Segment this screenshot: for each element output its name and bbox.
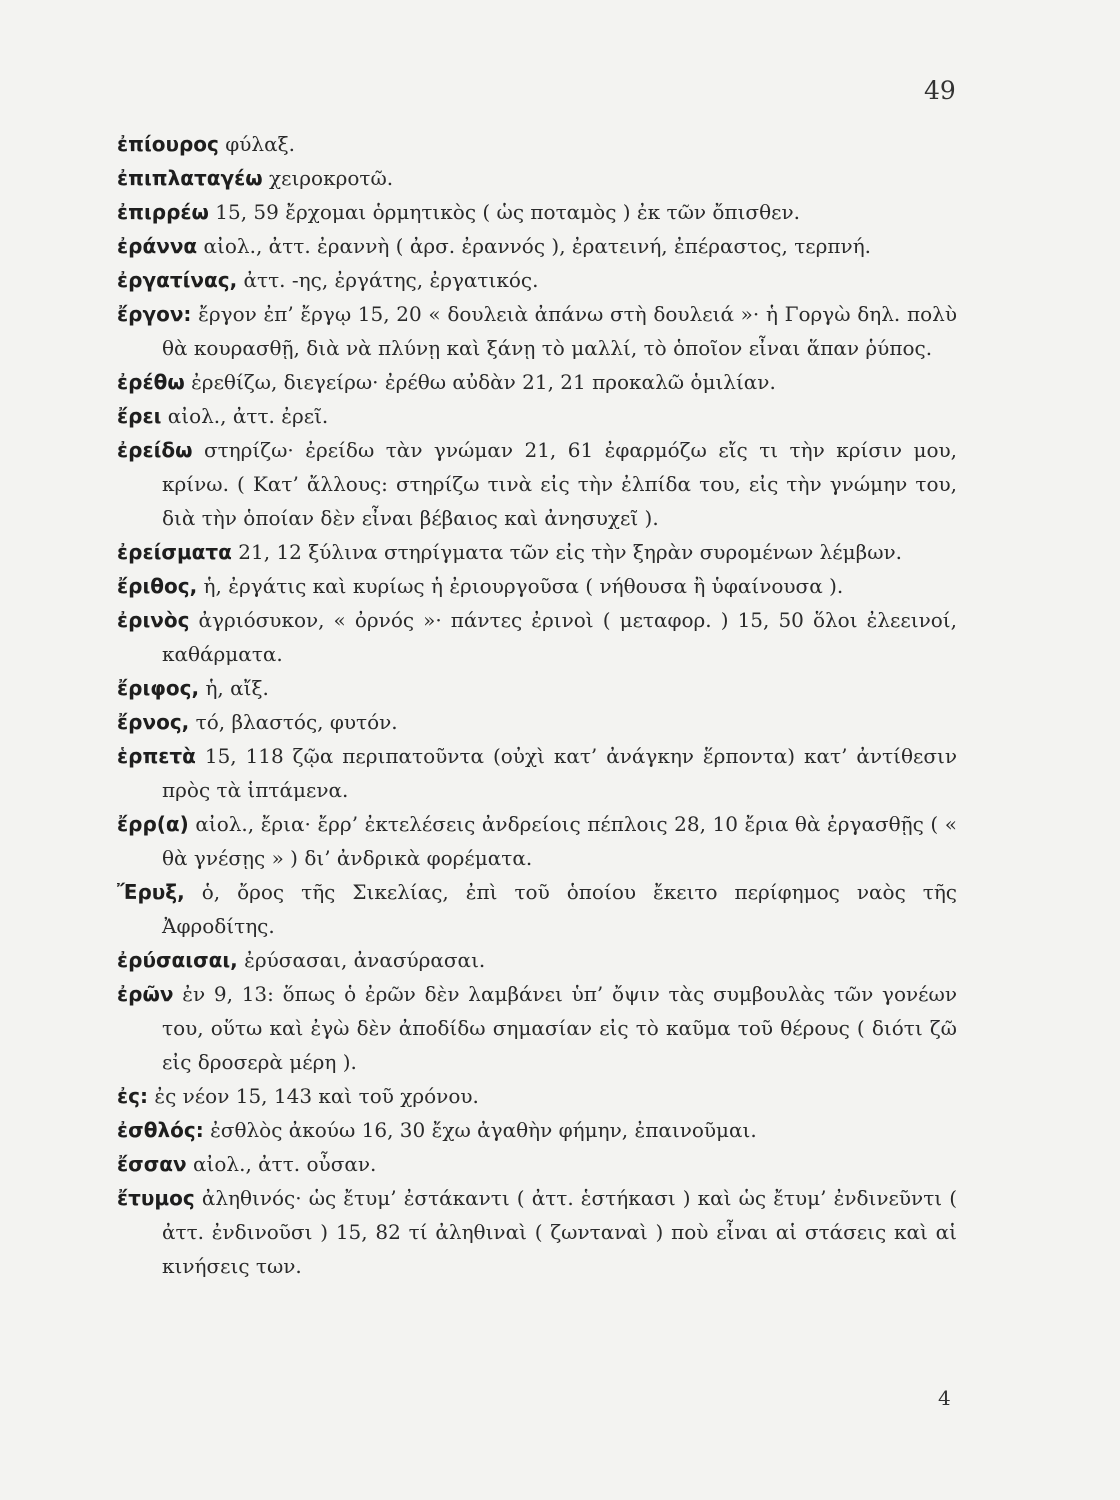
glossary-entry: [117, 1079, 957, 1113]
entry-definition: αἰολ., ἔρια· ἔρρ’ ἐκτελέσεις ἀνδρείοις πέπλοις 28, 10 ἔρια θὰ ἐργασθῇς ( « θὰ γνέσῃς » ) δι’ ἀνδρικὰ φορέματα.: [162, 812, 957, 870]
glossary-entry: [117, 433, 957, 535]
entry-definition: ἀληθινός· ὡς ἔτυμ’ ἐστάκαντι ( ἀττ. ἑστήκασι ) καὶ ὡς ἔτυμ’ ἐνδινεῦντι ( ἀττ. ἐνδινοῦσι ) 15, 82 τί ἀληθιναὶ ( ζωνταναὶ ) ποὺ εἶναι αἱ στάσεις καὶ αἱ κινήσεις των.: [162, 1186, 957, 1278]
entry-headword: ἐσθλός:: [117, 1118, 204, 1142]
entry-definition: φύλαξ.: [225, 132, 295, 156]
entry-headword: Ἔρυξ,: [117, 880, 185, 904]
glossary-entry: [117, 365, 957, 399]
entry-headword: ἐπιπλαταγέω: [117, 166, 263, 190]
entry-headword: ἐρινὸς: [117, 608, 190, 632]
entry-headword: ἔρνος,: [117, 710, 190, 734]
entry-headword: ἔτυμος: [117, 1186, 195, 1210]
entry-headword: ἐπιρρέω: [117, 200, 209, 224]
entry-headword: ἔρρ(α): [117, 812, 189, 836]
signature-mark: 4: [938, 1386, 951, 1410]
glossary-entry: [117, 569, 957, 603]
glossary-entry: [117, 943, 957, 977]
glossary-entry: [117, 977, 957, 1079]
entry-definition: ἔργον ἐπ’ ἔργῳ 15, 20 « δουλειὰ ἀπάνω στὴ δουλειά »· ἡ Γοργὼ δηλ. πολὺ θὰ κουρασθῇ, διὰ νὰ πλύνῃ καὶ ξάνῃ τὸ μαλλί, τὸ ὁποῖον εἶναι ἅπαν ῥύπος.: [162, 302, 957, 360]
entry-definition: αἰολ., ἀττ. οὖσαν.: [193, 1152, 377, 1176]
glossary-entry: [117, 229, 957, 263]
page-number: 49: [924, 76, 956, 105]
glossary-entry: [117, 161, 957, 195]
entry-headword: ἔριφος,: [117, 676, 200, 700]
entry-headword: ἐρείδω: [117, 438, 193, 462]
glossary-entry: [117, 875, 957, 943]
entry-definition: ὁ, ὄρος τῆς Σικελίας, ἐπὶ τοῦ ὁποίου ἔκειτο περίφημος ναὸς τῆς Ἀφροδίτης.: [162, 880, 958, 938]
entry-definition: αἰολ., ἀττ. ἐρεῖ.: [167, 404, 329, 428]
glossary-entry: [117, 399, 957, 433]
glossary-entry: [117, 671, 957, 705]
entry-definition: 15, 118 ζῷα περιπατοῦντα (οὐχὶ κατ’ ἀνάγκην ἕρποντα) κατ’ ἀντίθεσιν πρὸς τὰ ἱπτάμενα.: [162, 744, 958, 802]
entry-headword: ἐπίουρος: [117, 132, 219, 156]
glossary-entry: [117, 705, 957, 739]
glossary-entry: [117, 263, 957, 297]
entry-headword: ἔριθος,: [117, 574, 198, 598]
entry-headword: ἐρέθω: [117, 370, 185, 394]
glossary-entries: [117, 127, 957, 1283]
entry-definition: ἐρεθίζω, διεγείρω· ἐρέθω αὐδὰν 21, 21 προκαλῶ ὁμιλίαν.: [191, 370, 776, 394]
entry-headword: ἔρει: [117, 404, 162, 428]
glossary-entry: [117, 195, 957, 229]
entry-definition: ἐς νέον 15, 143 καὶ τοῦ χρόνου.: [154, 1084, 479, 1108]
entry-headword: ἐράννα: [117, 234, 198, 258]
entry-definition: στηρίζω· ἐρείδω τὰν γνώμαν 21, 61 ἐφαρμόζω εἴς τι τὴν κρίσιν μου, κρίνω. ( Κατ’ ἄλλους: στηρίζω τινὰ εἰς τὴν ἐλπίδα του, εἰς τὴν γνώμην του, διὰ τὴν ὁποίαν δὲν εἶναι βέβαιος καὶ ἀνησυχεῖ ).: [162, 438, 957, 530]
entry-definition: ἐν 9, 13: ὅπως ὁ ἐρῶν δὲν λαμβάνει ὑπ’ ὄψιν τὰς συμβουλὰς τῶν γονέων του, οὕτω καὶ ἐγὼ δὲν ἀποδίδω σημασίαν εἰς τὸ καῦμα τοῦ θέρους ( διότι ζῶ εἰς δροσερὰ μέρη ).: [162, 982, 958, 1074]
glossary-entry: [117, 297, 957, 365]
glossary-entry: [117, 535, 957, 569]
entry-definition: ἡ, ἐργάτις καὶ κυρίως ἡ ἐριουργοῦσα ( νήθουσα ἢ ὑφαίνουσα ).: [203, 574, 844, 598]
entry-headword: ἐρῶν: [117, 982, 174, 1006]
entry-headword: ἐρύσαισαι,: [117, 948, 238, 972]
entry-headword: ἐργατίνας,: [117, 268, 238, 292]
entry-headword: ἐς:: [117, 1084, 148, 1108]
glossary-entry: [117, 807, 957, 875]
entry-definition: αἰολ., ἀττ. ἐραννὴ ( ἀρσ. ἐραννός ), ἐρατεινή, ἐπέραστος, τερπνή.: [203, 234, 872, 258]
entry-headword: ἐρείσματα: [117, 540, 232, 564]
glossary-entry: [117, 1113, 957, 1147]
entry-definition: ἐσθλὸς ἀκούω 16, 30 ἔχω ἀγαθὴν φήμην, ἐπαινοῦμαι.: [210, 1118, 757, 1142]
entry-definition: τό, βλαστός, φυτόν.: [195, 710, 398, 734]
entry-definition: ἀγριόσυκον, « ὀρνός »· πάντες ἐρινοὶ ( μεταφορ. ) 15, 50 ὅλοι ἐλεεινοί, καθάρματα.: [162, 608, 957, 666]
glossary-entry: [117, 1181, 957, 1283]
entry-headword: ἔσσαν: [117, 1152, 187, 1176]
entry-headword: ἔργον:: [117, 302, 192, 326]
entry-definition: ἐρύσασαι, ἀνασύρασαι.: [244, 948, 486, 972]
entry-definition: χειροκροτῶ.: [268, 166, 394, 190]
glossary-entry: [117, 1147, 957, 1181]
entry-definition: ἡ, αἴξ.: [205, 676, 269, 700]
glossary-entry: [117, 603, 957, 671]
entry-definition: 21, 12 ξύλινα στηρίγματα τῶν εἰς τὴν ξηρὰν συρομένων λέμβων.: [238, 540, 903, 564]
glossary-entry: [117, 739, 957, 807]
entry-headword: ἑρπετὰ: [117, 744, 196, 768]
entry-definition: 15, 59 ἔρχομαι ὁρμητικὸς ( ὡς ποταμὸς ) ἐκ τῶν ὄπισθεν.: [215, 200, 800, 224]
entry-definition: ἀττ. -ης, ἐργάτης, ἐργατικός.: [243, 268, 539, 292]
glossary-entry: [117, 127, 957, 161]
